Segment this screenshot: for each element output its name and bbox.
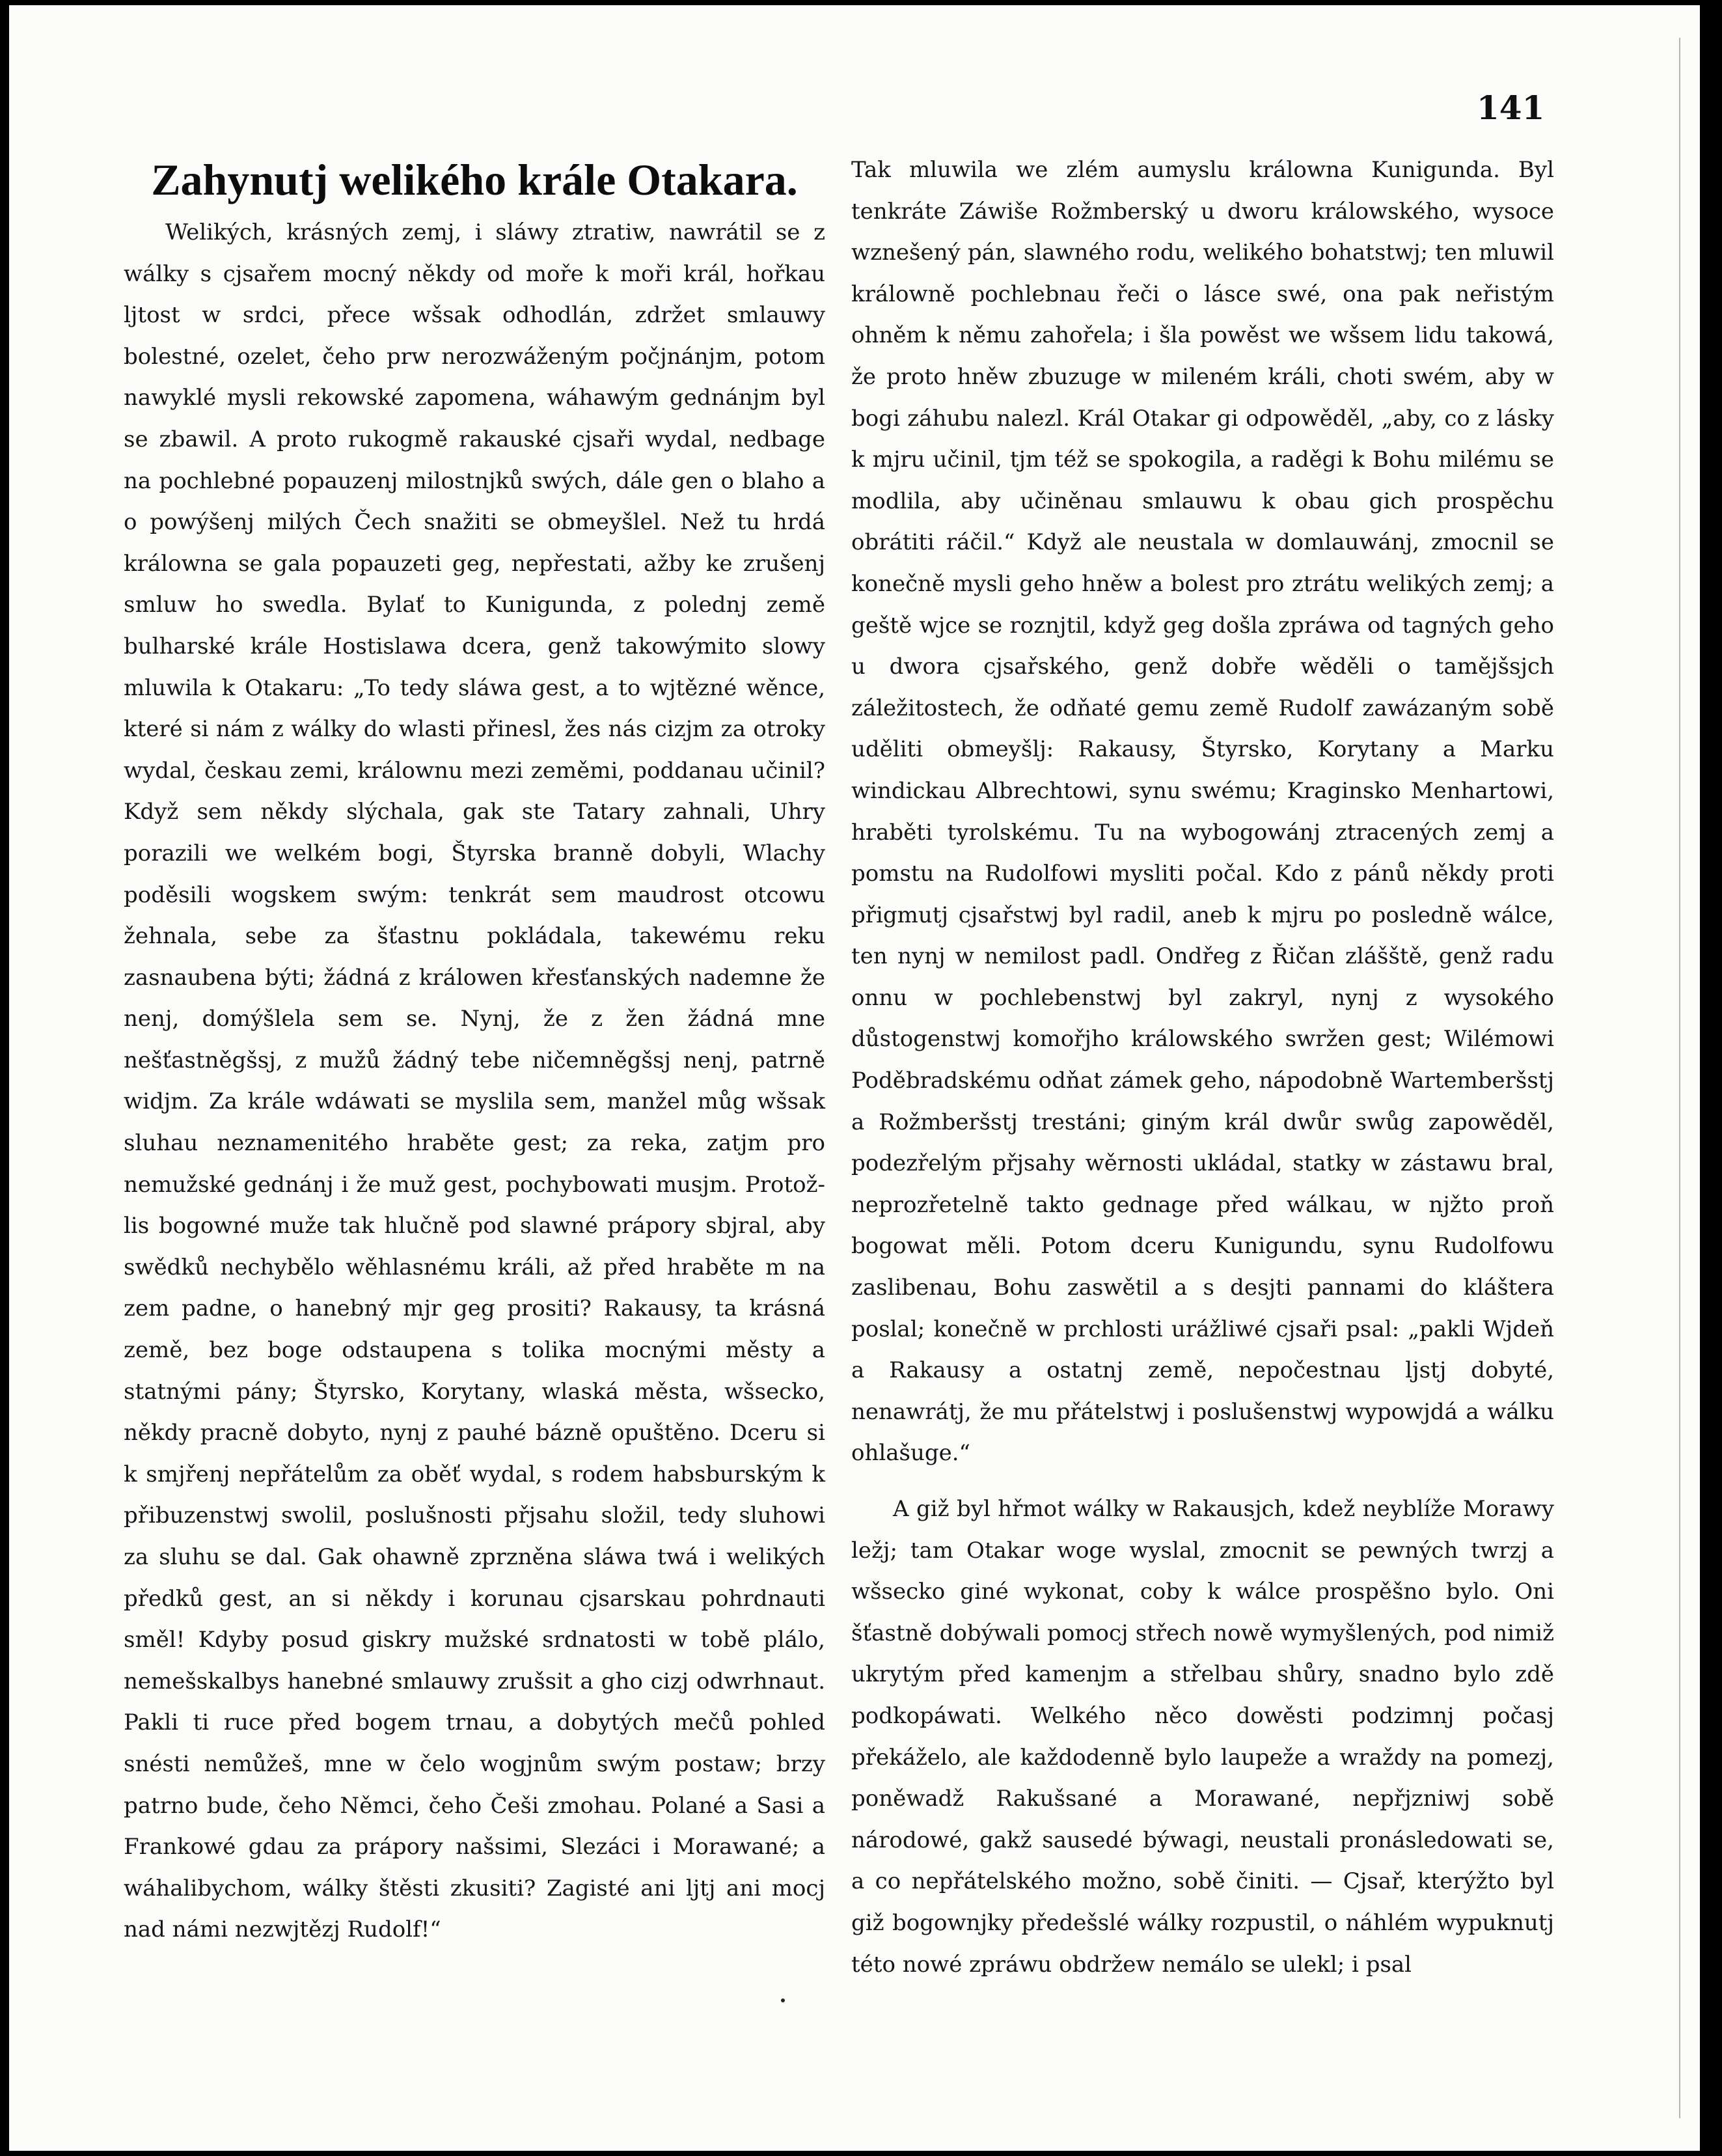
page-edge-rule bbox=[1679, 38, 1680, 2118]
left-column bbox=[124, 150, 825, 1951]
paragraph: Tak mluwila we zlém aumyslu králowna Kunigunda. Byl tenkráte Záwiše Rožmberský u dworu králowského, wysoce wznešený pán, slawného rodu, welikého bohatstwj; ten mluwil králowně pochlebnau řeči o lásce swé, ona pak neřistým ohněm k němu zahořela; i šla powěst we wšsem lidu takowá, že proto hněw zbuzuge w mileném králi, choti swém, aby w bogi záhubu nalezl. Král Otakar gi odpowěděl, „aby, co z lásky k mjru učinil, tjm též se spokogila, a raděgi k Bohu milému se modlila, aby učiněnau smlauwu k obau gich prospěchu obrátiti ráčil.“ Když ale neustala w domlauwánj, zmocnil se konečně mysli geho hněw a bolest pro ztrátu welikých zemj; a geště wjce se roznjtil, když geg došla zpráwa od tagných geho u dwora cjsařského, genž dobře wěděli o tamějšsjch záležitostech, že odňaté gemu země Rudolf zawázaným sobě uděliti obmeyšlj: Rakausy, Štyrsko, Korytany a Marku windickau Albrechtowi, synu swému; Kraginsko Menhartowi, hraběti tyrolskému. Tu na wybogowánj ztracených zemj a pomstu na Rudolfowi mysliti počal. Kdo z pánů někdy proti přigmutj cjsařstwj byl radil, aneb k mjru po posledně wálce, ten nynj w nemilost padl. Ondřeg z Řičan zlášště, genž radu onnu w pochlebenstwj byl zakryl, nynj z wysokého důstogenstwj komořjho králowského swržen gest; Wilémowi Poděbradskému odňat zámek geho, nápodobně Wartemberšstj a Rožmberšstj trestáni; giným král dwůr swůg zapowěděl, podezřelým přjsahy wěrnosti ukládal, statky w zástawu bral, neprozřetelně takto gednage před wálkau, w njžto proň bogowat měli. Potom dceru Kunigundu, synu Rudolfowu zaslibenau, Bohu zaswětil a s desjti pannami do kláštera poslal; konečně w prchlosti urážliwé cjsaři psal: „pakli Wjdeň a Rakausy a ostatnj země, nepočestnau ljstj dobyté, nenawrátj, že mu přátelstwj i poslušenstwj wypowjdá a wálku ohlašuge.“ bbox=[851, 157, 1554, 1467]
print-mark bbox=[781, 1998, 785, 2002]
page-number: 141 bbox=[1477, 89, 1545, 127]
paragraph: A giž byl hřmot wálky w Rakausjch, kdež neyblíže Morawy ležj; tam Otakar woge wyslal, zmocnit se pewných twrzj a wšsecko giné wykonat, coby k wálce prospěšno bylo. Oni šťastně dobýwali pomocj střech nowě wymyšlených, pod nimiž ukrytým před kamenjm a střelbau shůry, snadno bylo zdě podkopáwati. Welkého něco dowěsti podzimnj počasj překáželo, ale každodenně bylo laupeže a wraždy na pomezj, poněwadž Rakušsané a Morawané, nepřjzniwj sobě národowé, gakž sausedé býwagi, neustali pronásledowati se, a co nepřátelského možno, sobě činiti. — Cjsař, kterýžto byl giž bogownjky předešslé wálky rozpustil, o náhlém wypuknutj této nowé zpráwu obdržew nemálo se ulekl; i psal bbox=[851, 1496, 1554, 1978]
right-column bbox=[851, 150, 1554, 1985]
book-page bbox=[9, 5, 1700, 2151]
paragraph: Welikých, krásných zemj, i sláwy ztratiw, nawrátil se z wálky s cjsařem mocný někdy od moře k moři král, hořkau ljtost w srdci, přece wšsak odhodlán, zdržet smlauwy bolestné, ozelet, čeho prw nerozwáženým počjnánjm, potom nawyklé mysli rekowské zapomena, wáhawým gednánjm byl se zbawil. A proto rukogmě rakauské cjsaři wydal, nedbage na pochlebné popauzenj milostnjků swých, dále gen o blaho a o powýšenj milých Čech snažiti se obmeyšlel. Než tu hrdá králowna se gala popauzeti geg, nepřestati, ažby ke zrušenj smluw ho swedla. Bylať to Kunigunda, z polednj země bulharské krále Hostislawa dcera, genž takowýmito slowy mluwila k Otakaru: „To tedy sláwa gest, a to wjtězné wěnce, které si nám z wálky do wlasti přinesl, žes nás cizjm za otroky wydal, českau zemi, králownu mezi zeměmi, poddanau učinil? Když sem někdy slýchala, gak ste Tatary zahnali, Uhry porazili we welkém bogi, Štyrska branně dobyli, Wlachy poděsili wogskem swým: tenkrát sem maudrost otcowu žehnala, sebe za šťastnu pokládala, takewému reku zasnaubena býti; žádná z králowen křesťanských nademne že nenj, domýšlela sem se. Nynj, že z žen žádná mne nešťastněgšsj, z mužů žádný tebe ničemněgšsj nenj, patrně widjm. Za krále wdáwati se myslila sem, manžel můg wšsak sluhau neznamenitého hraběte gest; za reka, zatjm pro nemužské gednánj i že muž gest, pochybowati musjm. Protož-lis bogowné muže tak hlučně pod slawné prápory sbjral, aby swědků nechybělo wěhlasnému králi, až před hraběte m na zem padne, o hanebný mjr geg prositi? Rakausy, ta krásná země, bez boge odstaupena s tolika mocnými městy a statnými pány; Štyrsko, Korytany, wlaská města, wšsecko, někdy pracně dobyto, nynj z pauhé bázně opuštěno. Dceru si k smjřenj nepřátelům za oběť wydal, s rodem habsburským k přibuzenstwj swolil, poslušnosti přjsahu složil, tedy sluhowi za sluhu se dal. Gak ohawně zprzněna sláwa twá i welikých předků gest, an si někdy i korunau cjsarskau pohrdnauti směl! Kdyby posud giskry mužské srdnatosti w tobě plálo, nemešskalbys hanebné smlauwy zrušsit a gho cizj odwrhnaut. Pakli ti ruce před bogem trnau, a dobytých mečů pohled snésti nemůžeš, mne w čelo wogjnům swým postaw; brzy patrno bude, čeho Němci, čeho Češi zmohau. Polané a Sasi a Frankowé gdau za prápory našsimi, Slezáci i Morawané; a wáhalibychom, wálky štěsti zkusiti? Zagisté ani ljtj ani mocj nad námi nezwjtězj Rudolf!“ bbox=[124, 219, 825, 1943]
article-title: Zahynutj welikého krále Otakara. bbox=[151, 155, 798, 204]
